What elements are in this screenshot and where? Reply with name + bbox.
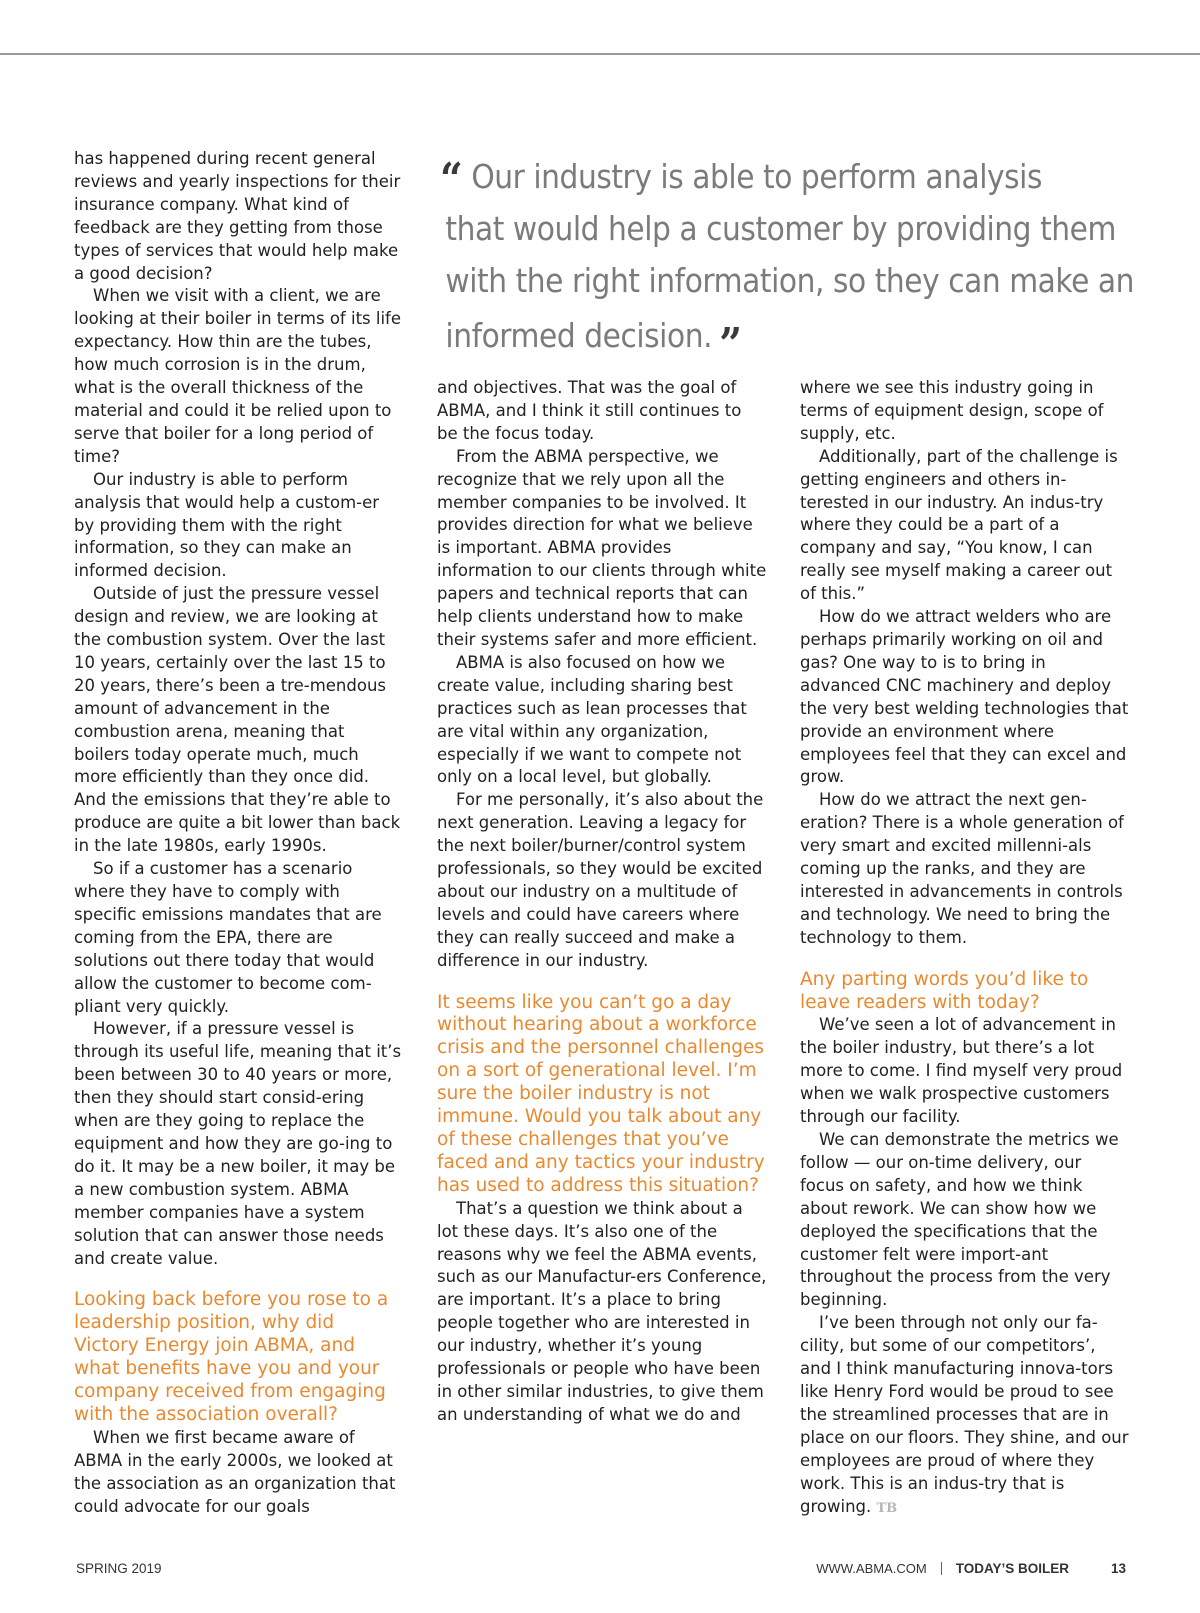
article-column-2 — [437, 377, 767, 1427]
page-number: 13 — [1110, 1561, 1126, 1576]
close-quote-icon: ” — [719, 319, 742, 370]
paragraph: ABMA is also focused on how we create value, including sharing best practices such as lean processes that are vital within any organization, especially if we want to compete not only on a local level, but globally. — [437, 652, 747, 787]
paragraph: That’s a question we think about a lot these days. It’s also one of the reasons why we feel the ABMA events, such as our Manufactur-ers Conference, are important. It’s a place to bring people together who are interested in our industry, whether it’s young professionals or people who have been in other similar industries, to give them an understanding of what we do and — [437, 1198, 767, 1424]
article-column-1 — [74, 148, 404, 1518]
paragraph: I’ve been through not only our fa-cility, but some of our competitors’, and I think manufacturing innova-tors like Henry Ford would be proud to see the streamlined processes that are in place on our floors. They shine, and our employees are proud of where they work. This is an indus-try that is growing. TB — [800, 1313, 1129, 1516]
paragraph: Additionally, part of the challenge is getting engineers and others in-terested in our industry. An indus-try where they could be a part of a company and say, “You know, I can really see myself making a career out of this.” — [800, 446, 1118, 604]
paragraph: has happened during recent general reviews and yearly inspections for their insurance company. What kind of feedback are they getting from those types of services that would help make a good decision? — [74, 149, 401, 283]
pull-quote-line: “ Our industry is able to perform analysis — [440, 154, 1043, 205]
paragraph: Outside of just the pressure vessel design and review, we are looking at the combustion system. Over the last 10 years, certainly over the last 15 to 20 years, there’s been a tre-mendous amount of advancement in the combustion arena, meaning that boilers today operate much, much more efficiently than they once did. And the emissions that they’re able to produce are quite a bit lower than back in the late 1980s, early 1990s. — [74, 584, 401, 856]
paragraph: When we first became aware of ABMA in the early 2000s, we looked at the association as an organization that could advocate for our goals — [74, 1427, 396, 1516]
paragraph: When we visit with a client, we are looking at their boiler in terms of its life expectancy. How thin are the tubes, how much corrosion is in the drum, what is the overall thickness of the material and could it be relied upon to serve that boiler for a long period of time? — [74, 286, 402, 466]
pull-quote — [440, 148, 1135, 370]
paragraph: Our industry is able to perform analysis that would help a custom-er by providing them with the right information, so they can make an informed decision. — [74, 469, 380, 581]
paragraph: We can demonstrate the metrics we follow — our on-time delivery, our focus on safety, and how we think about rework. We can show how we deployed the specifications that the customer felt were import-ant throughout the process from the very beginning. — [800, 1130, 1119, 1310]
open-quote-icon: “ — [440, 154, 463, 205]
paragraph: So if a customer has a scenario where they have to comply with specific emissions mandates that are coming from the EPA, there are solutions out there today that would allow the customer to become com-pliant very quickly. — [74, 859, 382, 1016]
footer-divider — [941, 1562, 942, 1575]
article-column-3 — [800, 377, 1130, 1520]
pull-quote-line: that would help a customer by providing them — [445, 209, 1116, 248]
paragraph: From the ABMA perspective, we recognize that we rely upon all the member companies to be involved. It provides direction for what we believe is important. ABMA provides information to our clients through white papers and technical reports that can help clients understand how to make their systems safer and more efficient. — [437, 446, 767, 649]
pull-quote-line: informed decision. ” — [445, 316, 742, 370]
footer-issue: SPRING 2019 — [76, 1561, 162, 1576]
interview-question: Looking back before you rose to a leadership position, why did Victory Energy join ABMA, and what benefits have you and your company received from engaging with the association overall? — [74, 1289, 389, 1425]
paragraph: and objectives. That was the goal of ABMA, and I think it still continues to be the focus today. — [437, 378, 742, 443]
interview-question: It seems like you can’t go a day without hearing about a workforce crisis and the personnel challenges on a sort of generational level. I’m sure the boiler industry is not immune. Would you talk about any of these challenges that you’ve faced and any tactics your industry has used to address this situation? — [437, 991, 765, 1196]
footer-url: WWW.ABMA.COM — [816, 1561, 927, 1576]
footer-magazine-name: TODAY’S BOILER — [955, 1561, 1069, 1576]
interview-question: Any parting words you’d like to leave readers with today? — [800, 968, 1089, 1013]
paragraph: where we see this industry going in terms of equipment design, scope of supply, etc. — [800, 378, 1104, 443]
paragraph: For me personally, it’s also about the next generation. Leaving a legacy for the next boiler/burner/control system professionals, so they would be excited about our industry on a multitude of levels and could have careers where they can really succeed and make a difference in our industry. — [437, 790, 764, 970]
top-rule — [0, 53, 1200, 55]
paragraph: We’ve seen a lot of advancement in the boiler industry, but there’s a lot more to come. I find myself very proud when we walk prospective customers through our facility. — [800, 1015, 1123, 1127]
paragraph: How do we attract the next gen-eration? There is a whole generation of very smart and excited millenni-als coming up the ranks, and they are interested in advancements in controls and technology. We need to bring the technology to them. — [800, 790, 1124, 947]
end-mark: TB — [876, 1500, 898, 1516]
paragraph: How do we attract welders who are perhaps primarily working on oil and gas? One way to is to bring in advanced CNC machinery and deploy the very best welding technologies that provide an environment where employees feel that they can excel and grow. — [800, 607, 1129, 787]
pull-quote-line: with the right information, so they can make an — [445, 261, 1135, 300]
paragraph: However, if a pressure vessel is through its useful life, meaning that it’s been between 30 to 40 years or more, then they should start consid-ering when are they going to replace the equipment and how they are go-ing to do it. It may be a new boiler, it may be a new combustion system. ABMA member companies have a system solution that can answer those needs and create value. — [74, 1019, 402, 1268]
footer-right — [816, 1561, 1126, 1576]
